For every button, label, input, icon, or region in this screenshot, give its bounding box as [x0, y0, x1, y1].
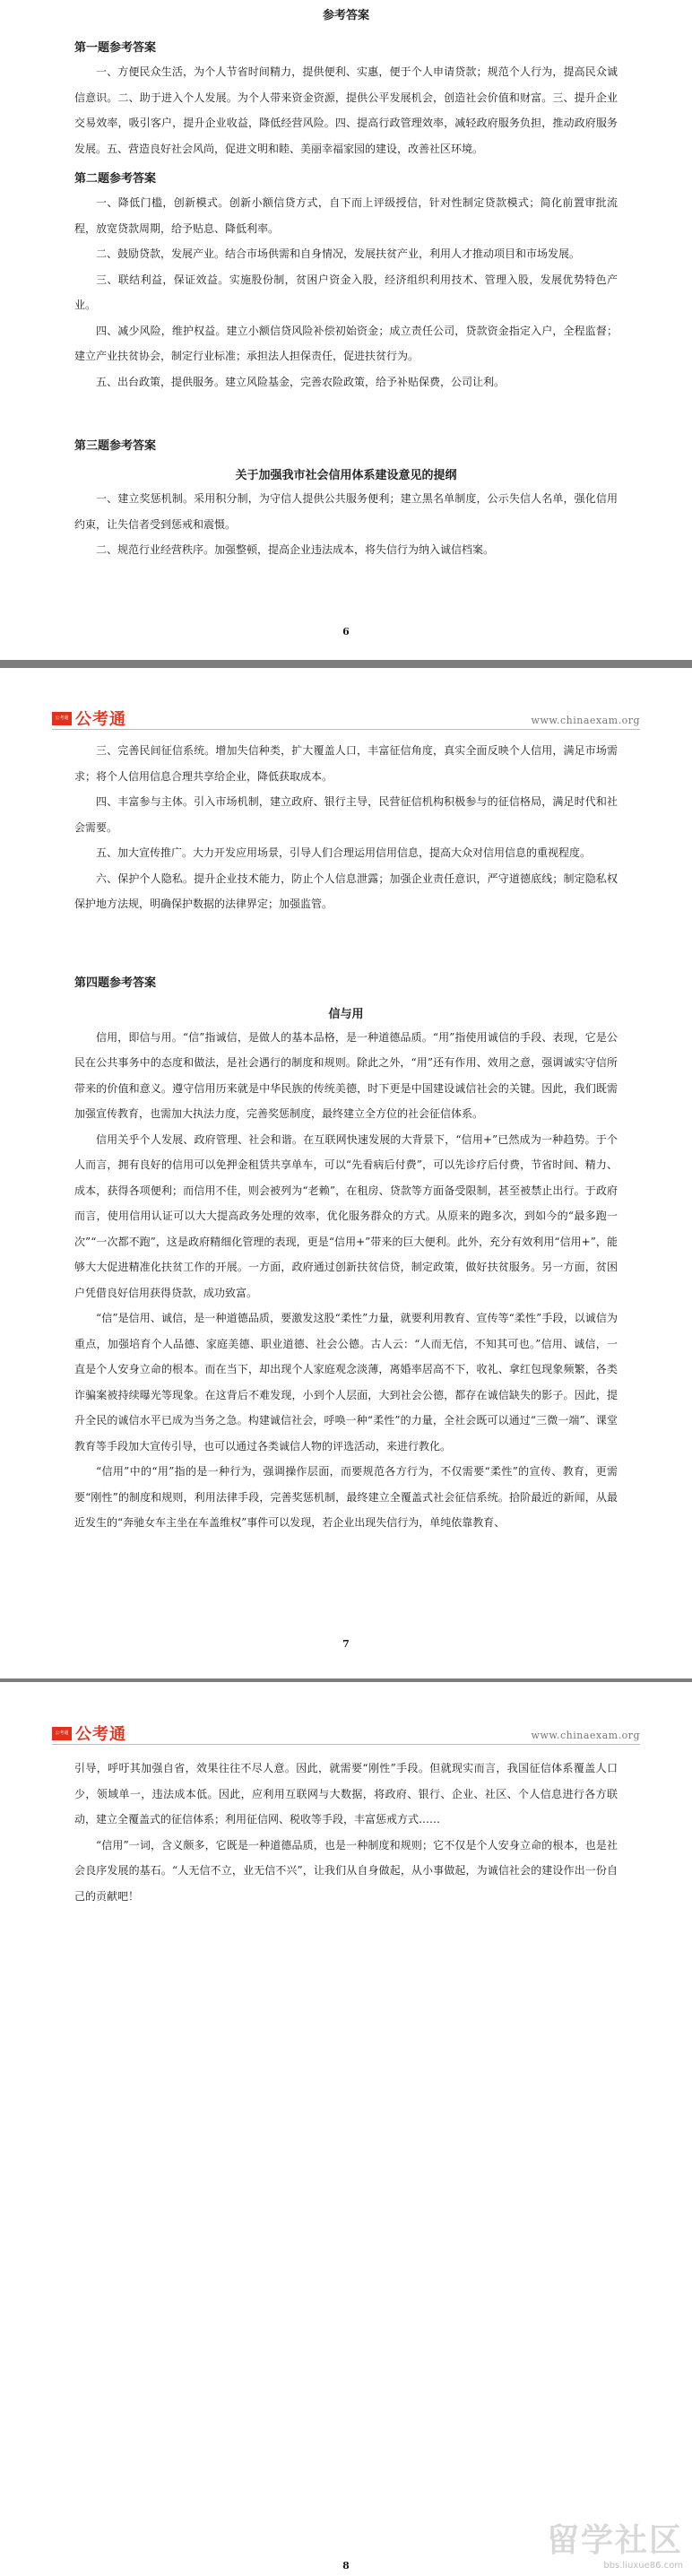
logo-badge: 公考通: [52, 1727, 72, 1740]
brand-name: 公考通: [75, 1725, 126, 1744]
paragraph: “信用”一词，含义颇多，它既是一种道德品质，也是一种制度和规则；它不仅是个人安身立命的根本，也是社会良序发展的基石。“人无信不立，业无信不兴”，让我们从自身做起，从小事做起，为诚信社会的建设作出一份自己的贡献吧！: [74, 1838, 618, 1903]
page-number: 6: [342, 626, 350, 637]
q4-heading: 第四题参考答案: [74, 976, 157, 990]
paragraph: 二、鼓励贷款，发展产业。结合市场供需和自身情况，发展扶贫产业，利用人才推动项目和市场发展。: [96, 247, 581, 260]
paragraph: 三、联结利益，保证效益。实施股份制，贫困户资金入股，经济组织利用技术、管理入股，发展优势特色产业。: [74, 273, 618, 311]
paragraph: 一、建立奖惩机制。采用积分制，为守信人提供公共服务便利；建立黑名单制度，公示失信人名单，强化信用约束，让失信者受到惩戒和震慑。: [74, 492, 618, 531]
paragraph: 四、丰富参与主体。引入市场机制，建立政府、银行主导，民营征信机构积极参与的征信格局，满足时代和社会需要。: [74, 795, 618, 834]
document-page-7: [0, 668, 692, 1678]
paragraph: 信用，即信与用。“信”指诚信，是做人的基本品格，是一种道德品质。“用”指使用诚信的手段、表现，它是公民在公共事务中的态度和做法，是社会遇行的制度和规则。除此之外，“用”还有作用、效用之意，强调诚实守信所带来的价值和意义。遵守信用历来就是中华民族的传统美德，时下更是中国建设诚信社会的关键。因此，我们既需加强宣传教育，也需加大执法力度，完善奖惩制度，最终建立全方位的社会征信体系。: [74, 1030, 618, 1120]
paragraph: 二、规范行业经营秩序。加强整顿，提高企业违法成本，将失信行为纳入诚信档案。: [96, 543, 495, 556]
paragraph: 一、降低门槛，创新模式。创新小额信贷方式，自下而上评级授信，针对性制定贷款模式；简化前置审批流程，放宽贷款周期，给予贴息、降低利率。: [74, 196, 618, 235]
paragraph: 五、出台政策，提供服务。建立风险基金，完善农险政策，给予补贴保费，公司让利。: [96, 375, 506, 388]
paragraph: 六、保护个人隐私。提升企业技术能力，防止个人信息泄露；加强企业责任意识，严守道德底线；制定隐私权保护地方法规，明确保护数据的法律界定；加强监管。: [74, 872, 618, 910]
q2-heading: 第二题参考答案: [74, 172, 157, 186]
header-rule: [52, 1744, 640, 1745]
q3-heading: 第三题参考答案: [74, 439, 157, 453]
page-8-content: [74, 1756, 618, 1909]
site-url: www.chinaexam.org: [531, 715, 640, 726]
page-number: 7: [342, 1638, 350, 1650]
site-url: www.chinaexam.org: [531, 1730, 640, 1741]
brand-logo: [52, 1722, 126, 1745]
paragraph: 五、加大宣传推广。大力开发应用场景，引导人们合理运用信用信息，提高大众对信用信息的重视程度。: [96, 846, 592, 859]
header-rule: [52, 729, 640, 730]
document-page-6: [0, 0, 692, 665]
page-title: 参考答案: [322, 9, 369, 22]
logo-badge: 公考通: [52, 712, 72, 725]
watermark-sub: bbs.liuxue86.com: [603, 2561, 683, 2571]
paragraph: 一、方便民众生活，为个人节省时间精力，提供便利、实惠，便于个人申请贷款；规范个人行为，提高民众诚信意识。二、助于进入个人发展。为个人带来资金资源，提供公平发展机会，创造社会价值和财富。三、提升企业交易效率，吸引客户，提升企业收益，降低经营风险。四、提高行政管理效率，减轻政府服务负担，推动政府服务发展。五、营造良好社会风尚，促进文明和睦、美丽幸福家园的建设，改善社区环境。: [74, 65, 618, 155]
paragraph: 信用关乎个人发展、政府管理、社会和谐。在互联网快速发展的大背景下，“信用+”已然成为一种趋势。于个人而言，拥有良好的信用可以免押金租赁共享单车，可以“先看病后付费”，可以先诊疗后付费，节省时间、精力、成本，获得各项便利；而信用不佳，则会被列为“老赖”，在租房、贷款等方面备受限制，甚至被禁止出行。于政府而言，使用信用认证可以大大提高政务处理的效率，优化服务群众的方式。从原来的跑多次，到如今的“最多跑一次”“一次都不跑”，这是政府精细化管理的表现，更是“信用+”带来的巨大便利。此外，充分有效利用“信用+”，能够大大促进精准化扶贫工作的开展。一方面，政府通过创新扶贫信贷，制定政策，做好扶贫服务。另一方面，贫困户凭借良好信用获得贷款，成功致富。: [74, 1132, 618, 1299]
paragraph: “信用”中的“用”指的是一种行为，强调操作层面，而要规范各方行为，不仅需要“柔性”的宣传、教育，更需要“刚性”的制度和规则，利用法律手段，完善奖惩机制，最终建立全覆盖式社会征信系统。拾阶最近的新闻，从最近发生的“奔驰女车主坐在车盖维权”事件可以发现，若企业出现失信行为，单纯依靠教育、: [74, 1465, 618, 1529]
watermark: [547, 2515, 683, 2571]
page-separator: [0, 660, 692, 668]
essay-title: 信与用: [328, 1007, 364, 1021]
paragraph: “信”是信用、诚信，是一种道德品质，要激发这股“柔性”力量，就要利用教育、宣传等“柔性”手段，以诚信为重点，加强培育个人品德、家庭美德、职业道德、社会公德。古人云：“人而无信，不知其可也。”信用、诚信，一直是个人安身立命的根本。而在当下，却出现个人家庭观念淡薄，离婚率居高不下，收礼、拿红包现象频繁，各类诈骗案被持续曝光等现象。在这背后不难发现，小到个人层面，大到社会公德，都存在诚信缺失的影子。因此，提升全民的诚信水平已成为当务之急。构建诚信社会，呼唤一种“柔性”的力量，全社会既可以通过“三微一端”、课堂教育等手段加大宣传引导，也可以通过各类诚信人物的评选活动，来进行教化。: [74, 1312, 618, 1453]
document-page-8: [0, 1682, 692, 2576]
q3-outline-title: 关于加强我市社会信用体系建设意见的提纲: [235, 469, 457, 482]
brand-name: 公考通: [75, 710, 126, 729]
paragraph: 四、减少风险，维护权益。建立小额信贷风险补偿初始资金；成立责任公司，贷款资金指定入户，全程监督；建立产业扶贫协会，制定行业标准；承担法人担保责任，促进扶贫行为。: [74, 324, 618, 362]
watermark-main: 留学社区: [546, 2522, 683, 2559]
paragraph: 三、完善民间征信系统。增加失信种类，扩大覆盖人口，丰富征信角度，真实全面反映个人信用，满足市场需求；将个人信用信息合理共享给企业，降低获取成本。: [74, 744, 618, 783]
page-6-content: [74, 5, 618, 563]
page-number: 8: [342, 2560, 350, 2572]
paragraph: 引导，呼吁其加强自省，效果往往不尽人意。因此，就需要“刚性”手段。但就现实而言，我国征信体系覆盖人口少，领域单一，违法成本低。因此，应利用互联网与大数据，将政府、银行、企业、社区、个人信息进行各方联动，建立全覆盖式的征信体系；利用征信网、税收等手段，丰富惩戒方式……: [74, 1762, 618, 1826]
q1-heading: 第一题参考答案: [74, 41, 157, 55]
page-7-content: [74, 738, 618, 1536]
brand-logo: [52, 707, 126, 730]
